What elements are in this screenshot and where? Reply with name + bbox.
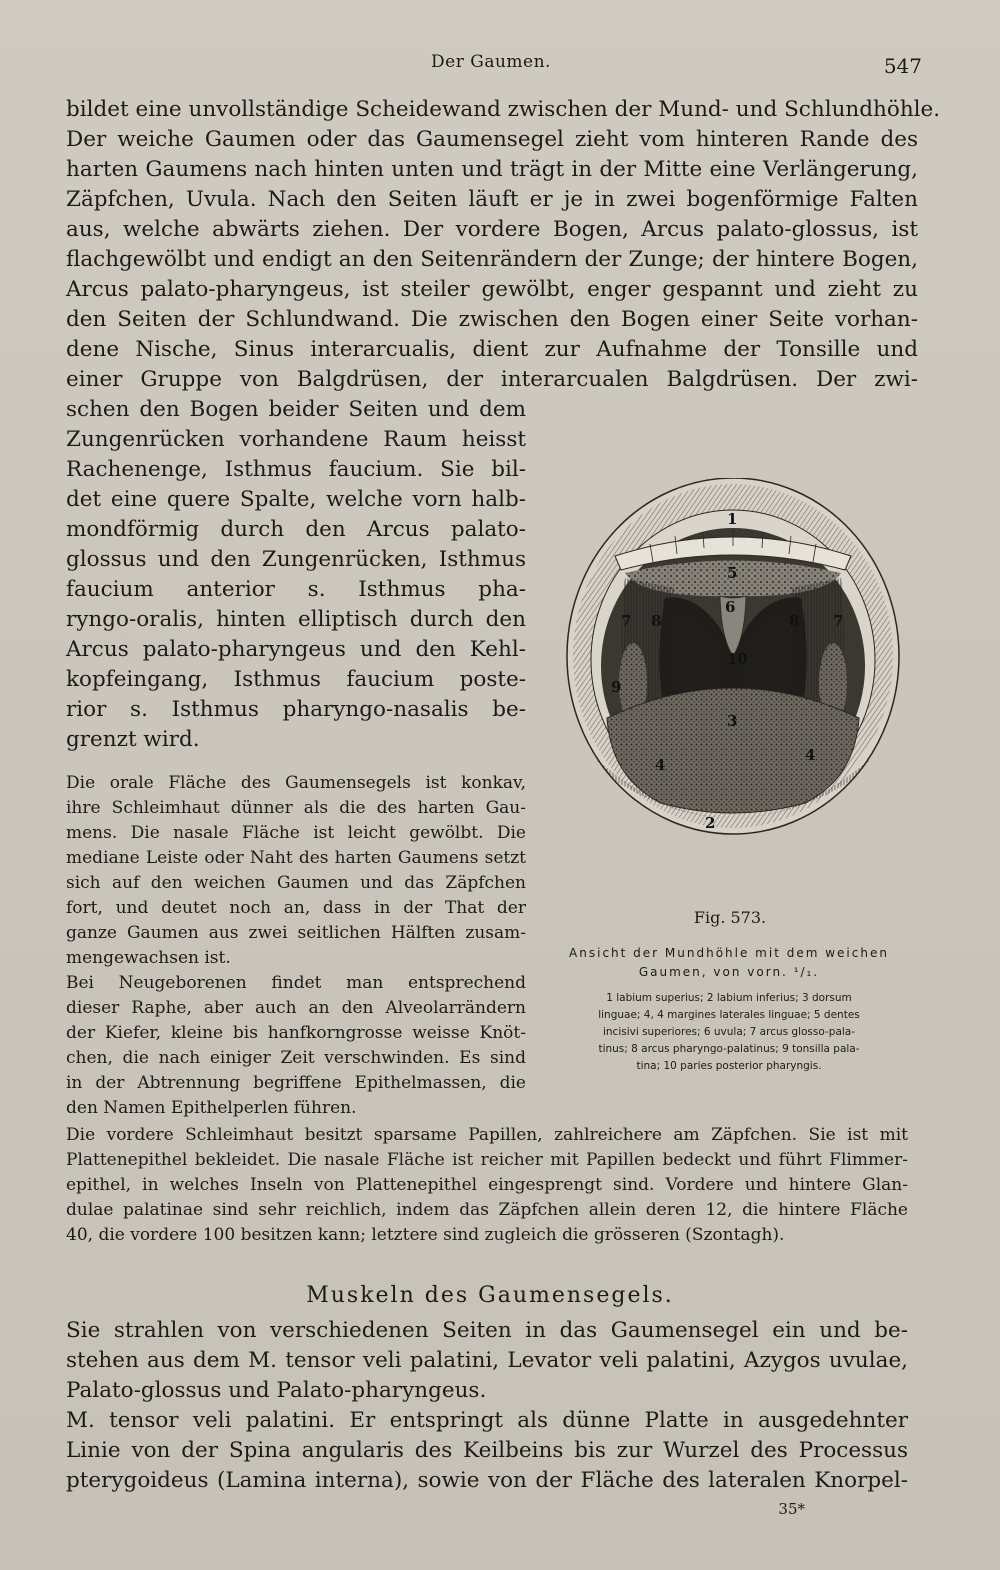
text-line: rior s. Isthmus pharyngo-nasalis be-	[66, 697, 526, 722]
text-line: det eine quere Spalte, welche vorn halb-	[66, 487, 526, 512]
text-line: Zäpfchen, Uvula. Nach den Seiten läuft er je in zwei bogenförmige Falten	[66, 187, 918, 212]
figure-number: 7	[621, 612, 632, 630]
small-text-line: chen, die nach einiger Zeit verschwinden. Es sind	[66, 1048, 526, 1068]
mouth-illustration	[555, 478, 915, 858]
text-line: Zungenrücken vorhandene Raum heisst	[66, 427, 526, 452]
figure-label: Fig. 573.	[693, 908, 767, 927]
figure-number: 7	[833, 612, 844, 630]
small-text-line: ihre Schleimhaut dünner als die des harten Gau-	[66, 798, 526, 818]
text-line: kopfeingang, Isthmus faucium poste-	[66, 667, 526, 692]
small-text-line: Bei Neugeborenen findet man entsprechend	[66, 973, 526, 993]
text-line: pterygoideus (Lamina interna), sowie von der Fläche des lateralen Knorpel-	[66, 1468, 908, 1493]
text-line: harten Gaumens nach hinten unten und trägt in der Mitte eine Verlängerung,	[66, 157, 918, 182]
small-text-line: 40, die vordere 100 besitzen kann; letztere sind zugleich die grösseren (Szontagh).	[66, 1225, 785, 1245]
text-line: den Seiten der Schlundwand. Die zwischen den Bogen einer Seite vorhan-	[66, 307, 918, 332]
text-line: dene Nische, Sinus interarcualis, dient zur Aufnahme der Tonsille und	[66, 337, 918, 362]
figure-number: 10	[727, 650, 748, 668]
text-line: stehen aus dem M. tensor veli palatini, Levator veli palatini, Azygos uvulae,	[66, 1348, 908, 1373]
figure-number: 2	[705, 814, 716, 832]
text-line: Arcus palato-pharyngeus und den Kehl-	[66, 637, 526, 662]
small-text-line: mens. Die nasale Fläche ist leicht gewölbt. Die	[66, 823, 526, 843]
small-text-line: sich auf den weichen Gaumen und das Zäpfchen	[66, 873, 526, 893]
small-text-line: mengewachsen ist.	[66, 948, 231, 968]
figure-title-line: Gaumen, von vorn. ¹/₁.	[638, 965, 820, 979]
small-text-line: mediane Leiste oder Naht des harten Gaumens setzt	[66, 848, 526, 868]
text-line: faucium anterior s. Isthmus pha-	[66, 577, 526, 602]
small-text-line: der Kiefer, kleine bis hanfkorngrosse weisse Knöt-	[66, 1023, 526, 1043]
text-line: grenzt wird.	[66, 727, 200, 752]
legend-line: tinus; 8 arcus pharyngo-palatinus; 9 tonsilla pala-	[598, 1043, 860, 1055]
figure-number: 9	[611, 678, 622, 696]
legend-line: linguae; 4, 4 margines laterales linguae; 5 dentes	[598, 1009, 860, 1021]
anatomical-figure	[555, 478, 915, 858]
page-header	[60, 50, 922, 80]
small-text-line: Die orale Fläche des Gaumensegels ist konkav,	[66, 773, 526, 793]
small-text-line: den Namen Epithelperlen führen.	[66, 1098, 357, 1118]
figure-title-line: Ansicht der Mundhöhle mit dem weichen	[569, 946, 889, 960]
text-line: Der weiche Gaumen oder das Gaumensegel zieht vom hinteren Rande des	[66, 127, 918, 152]
section-heading: Muskeln des Gaumensegels.	[306, 1283, 674, 1308]
small-text-line: epithel, in welches Inseln von Plattenepithel eingesprengt sind. Vordere und hintere Glan-	[66, 1175, 908, 1195]
figure-number: 3	[727, 712, 738, 730]
figure-number: 4	[805, 746, 816, 764]
text-line: bildet eine unvollständige Scheidewand zwischen der Mund- und Schlundhöhle.	[66, 97, 941, 122]
text-line: Sie strahlen von verschiedenen Seiten in das Gaumensegel ein und be-	[66, 1318, 908, 1343]
running-title: Der Gaumen.	[431, 52, 551, 72]
figure-number: 1	[727, 510, 738, 528]
text-line: Linie von der Spina angularis des Keilbeins bis zur Wurzel des Processus	[66, 1438, 908, 1463]
text-line: mondförmig durch den Arcus palato-	[66, 517, 526, 542]
text-line: flachgewölbt und endigt an den Seitenrändern der Zunge; der hintere Bogen,	[66, 247, 918, 272]
text-line: ryngo-oralis, hinten elliptisch durch den	[66, 607, 526, 632]
figure-title	[548, 944, 910, 982]
legend-line: incisivi superiores; 6 uvula; 7 arcus glosso-pala-	[602, 1026, 856, 1038]
small-text-line: ganze Gaumen aus zwei seitlichen Hälften zusam-	[66, 923, 526, 943]
figure-number: 8	[651, 612, 662, 630]
text-line: Palato-glossus und Palato-pharyngeus.	[66, 1378, 487, 1403]
figure-number: 5	[727, 564, 738, 582]
small-text-line: dulae palatinae sind sehr reichlich, indem das Zäpfchen allein deren 12, die hintere Fläche	[66, 1200, 908, 1220]
small-text-line: dieser Raphe, aber auch an den Alveolarrändern	[66, 998, 526, 1018]
figure-number: 4	[655, 756, 666, 774]
text-line: glossus und den Zungenrücken, Isthmus	[66, 547, 526, 572]
signature-mark: 35*	[778, 1500, 805, 1518]
figure-legend	[548, 990, 910, 1075]
text-line: M. tensor veli palatini. Er entspringt als dünne Platte in ausgedehnter	[66, 1408, 908, 1433]
legend-line: tina; 10 paries posterior pharyngis.	[636, 1060, 822, 1072]
small-text-line: fort, und deutet noch an, dass in der That der	[66, 898, 526, 918]
legend-line: 1 labium superius; 2 labium inferius; 3 dorsum	[606, 992, 852, 1004]
page-number: 547	[883, 54, 922, 78]
text-line: einer Gruppe von Balgdrüsen, der interarcualen Balgdrüsen. Der zwi-	[66, 367, 918, 392]
text-line: aus, welche abwärts ziehen. Der vordere Bogen, Arcus palato-glossus, ist	[66, 217, 918, 242]
small-text-line: Die vordere Schleimhaut besitzt sparsame Papillen, zahlreichere am Zäpfchen. Sie ist mit	[66, 1125, 908, 1145]
figure-number: 6	[725, 598, 736, 616]
text-line: Arcus palato-pharyngeus, ist steiler gewölbt, enger gespannt und zieht zu	[66, 277, 918, 302]
small-text-line: Plattenepithel bekleidet. Die nasale Fläche ist reicher mit Papillen bedeckt und führt Flimmer-	[66, 1150, 908, 1170]
text-line: schen den Bogen beider Seiten und dem	[66, 397, 526, 422]
small-text-line: in der Abtrennung begriffene Epithelmassen, die	[66, 1073, 526, 1093]
text-line: Rachenenge, Isthmus faucium. Sie bil-	[66, 457, 526, 482]
figure-number: 8	[789, 612, 800, 630]
